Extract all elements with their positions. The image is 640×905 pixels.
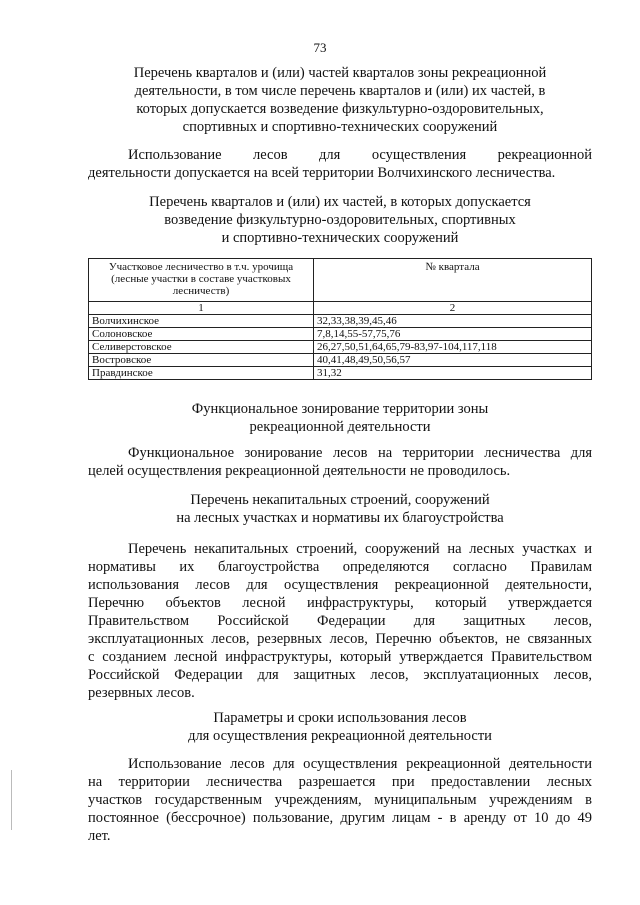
section-title-functional-zoning bbox=[80, 400, 600, 436]
table-header-forestry: Участковое лесничество в т.ч. урочища (лесные участки в составе участковых лесничеств) bbox=[89, 259, 314, 302]
table-row bbox=[89, 354, 592, 367]
text-line: Перечень некапитальных строений, сооружений на лесных участках и bbox=[128, 541, 592, 557]
heading-line: Перечень кварталов и (или) их частей, в которых допускается bbox=[149, 194, 531, 210]
text-line: Правительством Российской Федерации для защитных лесов, bbox=[88, 613, 592, 629]
section-title-parameters bbox=[80, 709, 600, 745]
text-line: постоянное (бессрочное) пользование, другим лицам - в аренду от 10 до 49 bbox=[88, 810, 592, 826]
heading-line: на лесных участках и нормативы их благоустройства bbox=[176, 510, 504, 526]
text-line: целей осуществления рекреационной деятельности не проводилось. bbox=[88, 463, 511, 479]
text-line: эксплуатационных лесов, резервных лесов, Перечню объектов, не связанных bbox=[88, 631, 592, 647]
heading-line: рекреационной деятельности bbox=[249, 419, 431, 435]
text-line: деятельности допускается на всей территории Волчихинского лесничества. bbox=[88, 165, 556, 181]
section-title-recreation-zone bbox=[80, 64, 600, 136]
heading-line: и спортивно-технических сооружений bbox=[221, 230, 459, 246]
scan-edge-mark bbox=[11, 770, 12, 830]
table-cell-forestry: Солоновское bbox=[89, 328, 314, 341]
page-number: 73 bbox=[313, 40, 327, 55]
heading-line: спортивных и спортивно-технических сооружений bbox=[182, 119, 498, 135]
heading-line: Перечень некапитальных строений, сооружений bbox=[190, 492, 490, 508]
table-header-quarters: № квартала bbox=[314, 259, 592, 302]
table-cell-forestry: Селиверстовское bbox=[89, 341, 314, 354]
table-header-row bbox=[89, 259, 592, 302]
text-line: участков государственным учреждениям, муниципальным учреждениям в bbox=[88, 792, 592, 808]
text-line: использования лесов для осуществления рекреационной деятельности, bbox=[88, 577, 592, 593]
table-column-number-row bbox=[89, 302, 592, 315]
table-row bbox=[89, 367, 592, 380]
heading-line: деятельности, в том числе перечень кварталов и (или) их частей, в bbox=[134, 83, 546, 99]
table-row bbox=[89, 328, 592, 341]
table-cell: 2 bbox=[314, 302, 592, 315]
text-line: с созданием лесной инфраструктуры, который утверждается Правительством bbox=[88, 649, 592, 665]
heading-line: возведение физкультурно-оздоровительных, спортивных bbox=[164, 212, 516, 228]
paragraph-forest-use bbox=[88, 146, 592, 182]
heading-line: для осуществления рекреационной деятельности bbox=[188, 728, 492, 744]
quarters-table bbox=[88, 258, 592, 380]
text-line: нормативы их благоустройства определяются согласно Правилам bbox=[88, 559, 592, 575]
text-line: Функциональное зонирование лесов на территории лесничества для bbox=[128, 445, 592, 461]
paragraph-functional-zoning bbox=[88, 444, 592, 480]
table-cell-forestry: Востровское bbox=[89, 354, 314, 367]
heading-line: Функциональное зонирование территории зоны bbox=[191, 401, 489, 417]
text-line: Перечню объектов лесной инфраструктуры, который утверждается bbox=[88, 595, 592, 611]
table-cell-quarters: 31,32 bbox=[314, 367, 592, 380]
heading-line: Перечень кварталов и (или) частей кварталов зоны рекреационной bbox=[133, 65, 547, 81]
table-cell-forestry: Волчихинское bbox=[89, 315, 314, 328]
table-cell-quarters: 32,33,38,39,45,46 bbox=[314, 315, 592, 328]
text-line: на территории лесничества разрешается при предоставлении лесных bbox=[88, 774, 592, 790]
text-line: Использование лесов для осуществления рекреационной bbox=[128, 147, 592, 163]
paragraph-parameters bbox=[88, 755, 592, 845]
table-cell-quarters: 7,8,14,55-57,75,76 bbox=[314, 328, 592, 341]
table-cell-forestry: Правдинское bbox=[89, 367, 314, 380]
text-line: резервных лесов. bbox=[88, 685, 195, 701]
paragraph-temporary-structures bbox=[88, 540, 592, 702]
table-cell-quarters: 26,27,50,51,64,65,79-83,97-104,117,118 bbox=[314, 341, 592, 354]
table-row bbox=[89, 315, 592, 328]
table-cell-quarters: 40,41,48,49,50,56,57 bbox=[314, 354, 592, 367]
text-line: Использование лесов для осуществления рекреационной деятельности bbox=[128, 756, 592, 772]
section-title-quarters-list bbox=[80, 193, 600, 247]
section-title-temporary-structures bbox=[80, 491, 600, 527]
table-row bbox=[89, 341, 592, 354]
heading-line: которых допускается возведение физкультурно-оздоровительных, bbox=[136, 101, 544, 117]
text-line: лет. bbox=[88, 828, 111, 844]
text-line: Российской Федерации для защитных лесов, эксплуатационных лесов, bbox=[88, 667, 592, 683]
heading-line: Параметры и сроки использования лесов bbox=[213, 710, 467, 726]
table-cell: 1 bbox=[89, 302, 314, 315]
